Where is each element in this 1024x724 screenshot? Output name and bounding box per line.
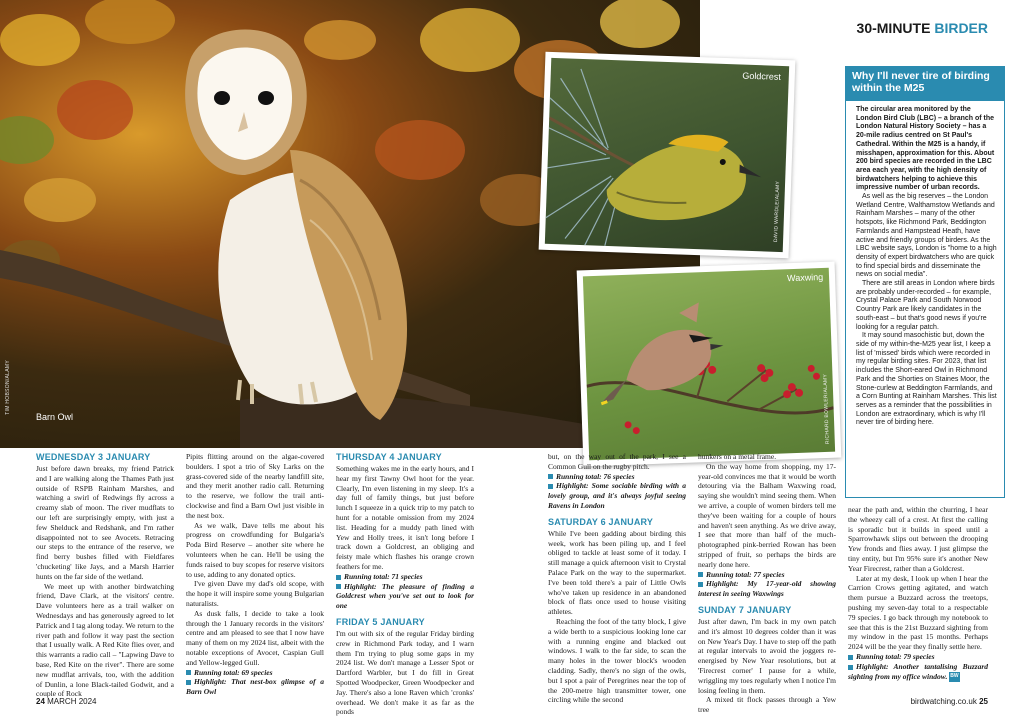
sidebar-paragraph: As well as the big reserves – the London Wetland Centre, Walthamstow Wetlands and Rainham Marshes – many of the other hotspots, like Richmond Park, Beddington Farmlands and Hampstead Heath, have active and friendly groups of birders. As the LBC website says, London is "home to a high density of expert birdwatchers who are quick to find special birds and disseminate the news on social media". bbox=[856, 193, 997, 279]
body-paragraph: Just after dawn, I'm back in my own patch and it's almost 10 degrees colder than it was on New Year's Day. I have to step off the path at regular intervals to avoid the joggers re-energised by New Year resolutions, but at 'Firecrest corner' I pause for a while, wriggling my toes regularly when I notice I'm losing feeling in them. bbox=[698, 616, 836, 695]
running-total: Running total: 76 species bbox=[548, 472, 686, 482]
highlight: Highlight: That nest-box glimpse of a Barn Owl bbox=[186, 677, 324, 697]
body-paragraph: As we walk, Dave tells me about his progress on crowdfunding for Bulgaria's Poda Bird Reserve – another site where he volunteers when he can. He'll be using the funds raised to buy scopes for reserve visitors to use, adding to any donated optics. bbox=[186, 520, 324, 579]
barn-owl-credit: TIM HOBSON/ALAMY bbox=[5, 360, 11, 415]
bullet-square bbox=[548, 484, 553, 489]
waxwing-illustration bbox=[583, 268, 835, 460]
body-paragraph: As dusk falls, I decide to take a look through the 1 January records in the visitors' centre and am pleased to see that I now have many of them on my 2024 list, albeit with the notable exceptions of Avocet, Caspian Gull and Yellow-legged Gull. bbox=[186, 608, 324, 667]
body-paragraph: On the way home from shopping, my 17-year-old convinces me that it would be worth detouring via the Balham Waxwing road, saying she wouldn't mind seeing them. When we arrive, a couple of women birders tell me they've been waiting for a couple of hours and haven't seen anything. As we drive away, I see that more than half of the much-photographed pink-berried Rowan has been stripped of fruit, so perhaps the birds are nearly done here. bbox=[698, 461, 836, 569]
article-column-6 bbox=[848, 505, 988, 682]
highlight: Highlight: My 17-year-old showing interest in seeing Waxwings bbox=[698, 579, 836, 599]
page-number-left: 24 bbox=[36, 697, 45, 706]
sidebar-title: Why I'll never tire of birding within the M25 bbox=[846, 67, 1004, 101]
bullet-square bbox=[186, 680, 191, 685]
body-paragraph: I've given Dave my dad's old scope, with the hope it will inspire some young Bulgarian naturalists. bbox=[186, 579, 324, 608]
issue-date: MARCH 2024 bbox=[47, 697, 97, 706]
goldcrest-credit: DAVID WARDLE/ALAMY bbox=[773, 180, 782, 242]
bullet-square bbox=[698, 572, 703, 577]
website: birdwatching.co.uk bbox=[910, 697, 977, 706]
barn-owl-caption: Barn Owl bbox=[36, 412, 74, 422]
running-total: Running total: 69 species bbox=[186, 668, 324, 678]
goldcrest-caption: Goldcrest bbox=[742, 70, 781, 82]
body-paragraph: Later at my desk, I look up when I hear the Carrion Crows getting agitated, and watch them pursue a Buzzard across the treetops, pushing my seven-day total to a respectable 79 species. I go back through my notebook to see that this is the 21st Buzzard sighting from my window in the past 15 months. Perhaps 2024 will be the year they finally settle here. bbox=[848, 573, 988, 652]
body-paragraph: Reaching the foot of the tatty block, I give a wide berth to a suspicious looking lone car with a running engine and blacked out windows. I walk to the far side, to scan the many holes in the tower block's wooden cladding. Sadly, there's no sign of the owls, but I spot a pair of Peregrines near the top of the 200-metre high transmitter tower, one circling while the second bbox=[548, 616, 686, 705]
end-mark-icon: BW bbox=[949, 672, 959, 682]
waxwing-photo bbox=[577, 262, 842, 467]
day-heading: WEDNESDAY 3 JANUARY bbox=[36, 452, 151, 462]
highlight: Highlight: Some sociable birding with a lovely group, and it's always joyful seeing Ravens in London bbox=[548, 481, 686, 510]
section-header-part2: BIRDER bbox=[934, 20, 988, 36]
waxwing-credit: RICHARD BOWLER/ALAMY bbox=[822, 373, 831, 445]
running-total: Running total: 79 species bbox=[848, 652, 988, 662]
goldcrest-photo bbox=[539, 52, 796, 259]
article-column-4 bbox=[548, 452, 686, 705]
sidebar-body bbox=[846, 101, 1004, 428]
bullet-square bbox=[848, 665, 853, 670]
sidebar-box bbox=[845, 66, 1005, 498]
article-column-2 bbox=[186, 452, 324, 697]
bullet-square bbox=[848, 655, 853, 660]
body-paragraph: Something wakes me in the early hours, and I hear my first Tawny Owl hoot for the year. Clearly, I'm even listening in my sleep. It's a day full of family things, but just before lunch I squeeze in a quick trip to my patch to hunt for a notable omission from my 2024 list. Heading for a muddy path lined with Yew and Holly trees, it isn't long before I track down a Goldcrest, an obliging and feisty male which flashes his orange crown feathers for me. bbox=[336, 464, 474, 571]
bullet-square bbox=[336, 575, 341, 580]
running-total: Running total: 71 species bbox=[336, 572, 474, 582]
body-paragraph: I'm out with six of the regular Friday birding crew in Richmond Park today, and I warn them I'm trying to plug some gaps in my 2024 list. We don't manage a Lesser Spot or Dartford Warbler, but I do fill in Great Spotted Woodpecker, Green Woodpecker and Jay. There's also a lone Raven which 'cronks' overhead. We don't make it as far as the ponds bbox=[336, 628, 474, 717]
section-header-part1: 30-MINUTE bbox=[856, 20, 931, 36]
bullet-square bbox=[186, 670, 191, 675]
bullet-square bbox=[548, 474, 553, 479]
sidebar-paragraph: It may sound masochistic but, down the side of my within-the-M25 year list, I keep a list of 'missed' birds which were recorded in my regular birding sites. For 2023, that list includes the Short-eared Owl in Richmond Park and the Shorties on Staines Moor, the Stone-curlew at Beddington Farmlands, and a Corn Bunting at Rainham Marshes. This list serves as a reminder that the possibilities in London are extraordinary, which is why I'll never tire of birding here. bbox=[856, 332, 997, 427]
body-paragraph: We meet up with another birdwatching friend, Dave Clark, at the visitors' centre. Dave volunteers here as a trail walker on Wednesdays and has generously agreed to let Patrick and I tag along today. We return to the river path and follow it way past the section that I usually walk. A Red Kite flies over, and this warrants a radio call – "Lapwing Dave to base, Red Kite on the river". There are some new mudflat arrivals, too, with the addition of Dunlin, a lone Black-tailed Godwit, and a couple of Rock bbox=[36, 581, 174, 699]
body-paragraph: near the path and, within the churring, I hear the wheezy call of a crest. At first the calling is sporadic but it builds in speed until a Sparrowhawk slips out between the drooping Yew fronds and flies away. I just glimpse the tiny entity, but I'm 95% sure it's another New Year Firecrest, rather than a Goldcrest. bbox=[848, 505, 988, 573]
body-paragraph: but, on the way out of the park, I see a Common Gull on the rugby pitch. bbox=[548, 452, 686, 471]
day-heading: FRIDAY 5 JANUARY bbox=[336, 616, 425, 627]
sidebar-paragraph: There are still areas in London where birds are probably under-recorded – for example, Crystal Palace Park and South Norwood Country Park are likely candidates in the south-east – but that's good news if you're looking for a regular patch. bbox=[856, 280, 995, 331]
section-header bbox=[857, 20, 988, 36]
bullet-square bbox=[698, 582, 703, 587]
sidebar-lede: The circular area monitored by the London Bird Club (LBC) – a branch of the London Natural History Society – has a 20-mile radius centred on St Paul's Cathedral. Within the M25 is a handy, if misshapen, approximation for this. About 200 bird species are recorded in the LBC area each year, with the high density of birdwatchers helping to achieve this impressive number of urban records. bbox=[856, 106, 995, 192]
running-total: Running total: 77 species bbox=[698, 570, 836, 580]
body-paragraph: Just before dawn breaks, my friend Patrick and I are walking along the Thames Path just outside of RSPB Rainham Marshes, and watching a swirl of Redwings fly across a creamy slab of moon. The river mudflats to our left are surprisingly empty, with just a few Shelduck and Redshank, and I'm rather disappointed not to see Avocets. Retracing our steps to the entrance of the reserve, we find berry bushes filled with Fieldfares 'chucketing' like Jays, and a Marsh Harrier hunts on the far side of the wetland. bbox=[36, 464, 174, 581]
article-column-5 bbox=[698, 452, 836, 715]
goldcrest-illustration bbox=[545, 58, 789, 252]
body-paragraph: While I've been gadding about birding this week, work has been piling up, and I feel obliged to tackle at least some of it today. I still manage a quick afternoon visit to Crystal Palace Park on the way to the supermarket. I've been told there's a pair of Little Owls who've taken up residence in an abandoned block of flats once used to house visiting athletes. bbox=[548, 528, 686, 617]
body-paragraph: Pipits flitting around on the algae-covered boulders. I spot a trio of Sky Larks on the grass-covered side of the nearby landfill site, and they merit another radio call. Returning to the reserve, we follow the trail anti-clockwise and find a Barn Owl just visible in the nest box. bbox=[186, 452, 324, 520]
body-paragraph: A mixed tit flock passes through a Yew tree bbox=[698, 695, 836, 715]
footer-left bbox=[36, 697, 97, 706]
article-column-3 bbox=[336, 452, 474, 717]
day-heading: SUNDAY 7 JANUARY bbox=[698, 604, 792, 615]
day-heading: THURSDAY 4 JANUARY bbox=[336, 452, 442, 462]
body-paragraph: hunkers on a metal frame. bbox=[698, 452, 777, 461]
highlight: Highlight: Another tantalising Buzzard sighting from my office window. BW bbox=[848, 661, 988, 681]
footer-right bbox=[911, 697, 988, 706]
highlight: Highlight: The pleasure of finding a Goldcrest when you've set out to look for one bbox=[336, 581, 474, 611]
bullet-square bbox=[336, 584, 341, 589]
article-column-1 bbox=[36, 452, 174, 699]
waxwing-caption: Waxwing bbox=[786, 271, 824, 284]
page-number-right: 25 bbox=[979, 697, 988, 706]
day-heading: SATURDAY 6 JANUARY bbox=[548, 516, 654, 527]
